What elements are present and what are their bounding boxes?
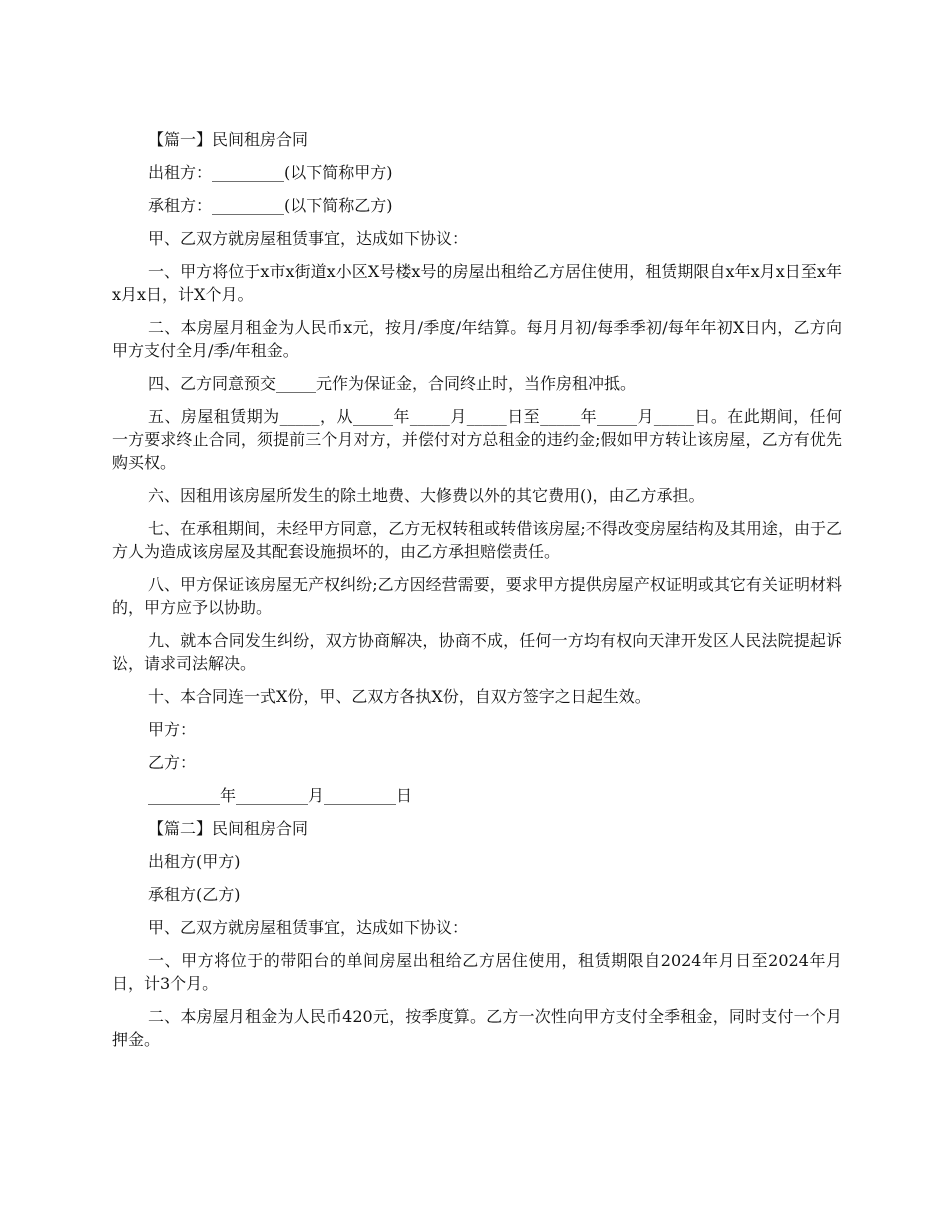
clause-1-2: 一、甲方将位于的带阳台的单间房屋出租给乙方居住使用，租赁期限自2024年月日至2024年月日，计3个月。 bbox=[112, 951, 842, 993]
party-a-signature: 甲方： bbox=[148, 720, 197, 739]
clause-8: 八、甲方保证该房屋无产权纠纷;乙方因经营需要，要求甲方提供房屋产权证明或其它有关证明材料的，甲方应予以协助。 bbox=[112, 575, 842, 617]
clause-9: 九、就本合同发生纠纷，双方协商解决，协商不成，任何一方均有权向天津开发区人民法院提起诉讼，请求司法解决。 bbox=[112, 631, 842, 673]
section-heading-2: 【篇二】民间租房合同 bbox=[148, 819, 309, 838]
lessee-line-2: 承租方(乙方) bbox=[148, 885, 241, 904]
lessee-line: 承租方：_________(以下简称乙方) bbox=[148, 196, 393, 215]
document-body bbox=[112, 128, 842, 1061]
section-heading: 【篇一】民间租房合同 bbox=[148, 130, 309, 149]
lessor-line-2: 出租方(甲方) bbox=[148, 852, 241, 871]
lessor-line: 出租方：_________(以下简称甲方) bbox=[148, 163, 393, 182]
clause-10: 十、本合同连一式X份，甲、乙双方各执X份，自双方签字之日起生效。 bbox=[148, 687, 651, 706]
clause-1: 一、甲方将位于x市x街道x小区X号楼x号的房屋出租给乙方居住使用，租赁期限自x年x月x日至x年x月x日，计X个月。 bbox=[112, 262, 842, 304]
clause-5: 五、房屋租赁期为_____，从_____年_____月_____日至_____年_____月_____日。在此期间，任何一方要求终止合同，须提前三个月对方，并偿付对方总租金的违约金;假如甲方转让该房屋，乙方有优先购买权。 bbox=[112, 407, 842, 472]
clause-2: 二、本房屋月租金为人民币x元，按月/季度/年结算。每月月初/每季季初/每年年初X日内，乙方向甲方支付全月/季/年租金。 bbox=[112, 318, 842, 360]
signature-date: _________年_________月_________日 bbox=[148, 786, 413, 805]
agreement-intro-2: 甲、乙双方就房屋租赁事宜，达成如下协议： bbox=[148, 918, 469, 937]
party-b-signature: 乙方： bbox=[148, 753, 197, 772]
clause-7: 七、在承租期间，未经甲方同意，乙方无权转租或转借该房屋;不得改变房屋结构及其用途，由于乙方人为造成该房屋及其配套设施损坏的，由乙方承担赔偿责任。 bbox=[112, 519, 842, 561]
agreement-intro: 甲、乙双方就房屋租赁事宜，达成如下协议： bbox=[148, 229, 469, 248]
clause-4: 四、乙方同意预交_____元作为保证金，合同终止时，当作房租冲抵。 bbox=[148, 374, 637, 393]
clause-2-2: 二、本房屋月租金为人民币420元，按季度算。乙方一次性向甲方支付全季租金，同时支付一个月押金。 bbox=[112, 1007, 842, 1049]
clause-6: 六、因租用该房屋所发生的除土地费、大修费以外的其它费用()，由乙方承担。 bbox=[148, 486, 705, 505]
